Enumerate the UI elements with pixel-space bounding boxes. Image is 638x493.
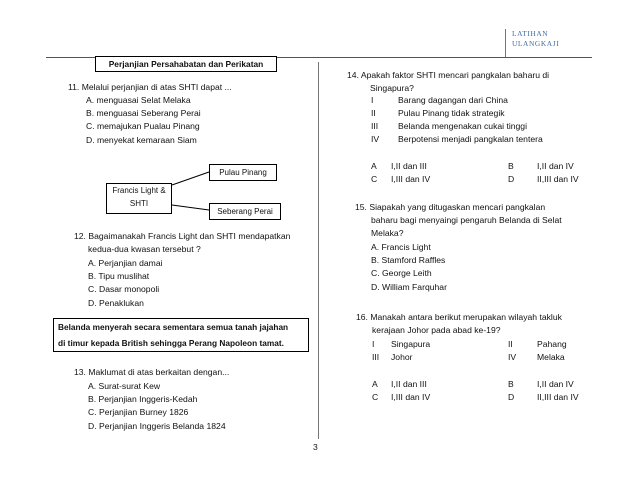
q14-answer-text: I,II dan III: [391, 161, 427, 171]
q12-stem-line1: 12. Bagaimanakah Francis Light dan SHTI mendapatkan: [74, 231, 291, 241]
diagram-seberang-perai-box: Seberang Perai: [209, 203, 281, 220]
q16-stem: [356, 311, 562, 337]
page-number: 3: [313, 442, 318, 452]
q16-item-num: I: [372, 339, 375, 349]
q16-answer-letter: C: [372, 392, 379, 402]
q14-stem: [347, 69, 549, 95]
q16-answer-text: I,II dan III: [391, 379, 427, 389]
q14-answer-text: II,III dan IV: [537, 174, 579, 184]
q15-option-c: C. George Leith: [371, 268, 432, 279]
q14-stem-line2: Singapura?: [370, 83, 414, 93]
q16-item-text: Johor: [391, 352, 413, 362]
diagram-francis-light-box: [106, 183, 172, 214]
header-line2: ULANGKAJI: [512, 39, 560, 48]
source-note-box: [53, 318, 309, 352]
q12-stem-line2: kedua-dua kwasan tersebut ?: [88, 244, 201, 254]
q14-item-text: Belanda mengenakan cukai tinggi: [398, 121, 527, 131]
q16-answer-text: I,II dan IV: [537, 379, 574, 389]
q12-option-a: A. Perjanjian damai: [88, 258, 163, 268]
q14-item-text: Barang dagangan dari China: [398, 95, 508, 105]
q16-answer-text: I,III dan IV: [391, 392, 431, 402]
q14-answer-text: I,II dan IV: [537, 161, 574, 171]
note-line2: di timur kepada British sehingga Perang Napoleon tamat.: [58, 338, 284, 348]
section-title: Perjanjian Persahabatan dan Perikatan: [95, 56, 277, 72]
q14-answer-letter: D: [508, 174, 515, 184]
q14-item-num: I: [371, 95, 374, 105]
q15-stem-line2: baharu bagi menyaingi pengaruh Belanda di Selat: [371, 215, 562, 225]
q12-options: [88, 257, 163, 310]
q14-item-num: IV: [371, 134, 380, 144]
q12-option-d: D. Penaklukan: [88, 297, 144, 308]
q16-answer-text: II,III dan IV: [537, 392, 579, 402]
q16-item-num: III: [372, 352, 380, 362]
q16-item-num: IV: [508, 352, 517, 362]
q11-option-d: D. menyekat kemaraan Siam: [86, 134, 197, 145]
header-line1: LATIHAN: [512, 29, 549, 38]
q12-stem: [74, 230, 290, 256]
diagram-left-line2: SHTI: [129, 199, 149, 208]
q16-item-text: Pahang: [537, 339, 567, 349]
note-line1: Belanda menyerah secara sementara semua tanah jajahan: [58, 322, 289, 332]
q14-item-text: Pulau Pinang tidak strategik: [398, 108, 505, 118]
diagram-left-line1: Francis Light &: [112, 186, 166, 195]
q11-option-a: A. menguasai Selat Melaka: [86, 95, 191, 105]
q14-answer-letter: B: [508, 161, 514, 171]
q14-stem-line1: 14. Apakah faktor SHTI mencari pangkalan baharu di: [347, 70, 550, 80]
q16-item-num: II: [508, 339, 513, 349]
q15-option-a: A. Francis Light: [371, 242, 431, 252]
q15-option-b: B. Stamford Raffles: [371, 255, 446, 266]
q11-option-c: C. memajukan Pualau Pinang: [86, 121, 200, 132]
q13-option-b: B. Perjanjian Inggeris-Kedah: [88, 394, 198, 405]
q16-item-text: Singapura: [391, 339, 431, 349]
q13-options: [88, 380, 226, 433]
q15-options: [371, 241, 447, 294]
q15-stem: [355, 201, 562, 240]
q16-answer-letter: A: [372, 379, 378, 389]
diagram-pulau-pinang-box: Pulau Pinang: [209, 164, 277, 181]
q13-option-c: C. Perjanjian Burney 1826: [88, 407, 189, 418]
q14-item-text: Berpotensi menjadi pangkalan tentera: [398, 134, 543, 144]
q14-answer-letter: C: [371, 174, 378, 184]
q16-stem-line2: kerajaan Johor pada abad ke-19?: [372, 325, 501, 335]
q15-stem-line1: 15. Siapakah yang ditugaskan mencari pangkalan: [355, 202, 546, 212]
q14-item-num: III: [371, 121, 379, 131]
q12-option-c: C. Dasar monopoli: [88, 284, 160, 295]
q15-stem-line3: Melaka?: [371, 228, 404, 238]
q14-answer-text: I,III dan IV: [391, 174, 431, 184]
q11-stem: 11. Melalui perjanjian di atas SHTI dapat ...: [68, 82, 232, 92]
q13-option-d: D. Perjanjian Inggeris Belanda 1824: [88, 420, 226, 431]
q16-answer-letter: D: [508, 392, 515, 402]
q13-stem: 13. Maklumat di atas berkaitan dengan...: [74, 367, 230, 377]
q16-stem-line1: 16. Manakah antara berikut merupakan wilayah takluk: [356, 312, 562, 322]
q11-option-b: B. menguasai Seberang Perai: [86, 108, 201, 119]
q16-item-text: Melaka: [537, 352, 565, 362]
q16-answer-letter: B: [508, 379, 514, 389]
q12-option-b: B. Tipu muslihat: [88, 271, 150, 282]
q15-option-d: D. William Farquhar: [371, 281, 447, 292]
q14-item-num: II: [371, 108, 376, 118]
q13-option-a: A. Surat-surat Kew: [88, 381, 161, 391]
q14-answer-letter: A: [371, 161, 377, 171]
